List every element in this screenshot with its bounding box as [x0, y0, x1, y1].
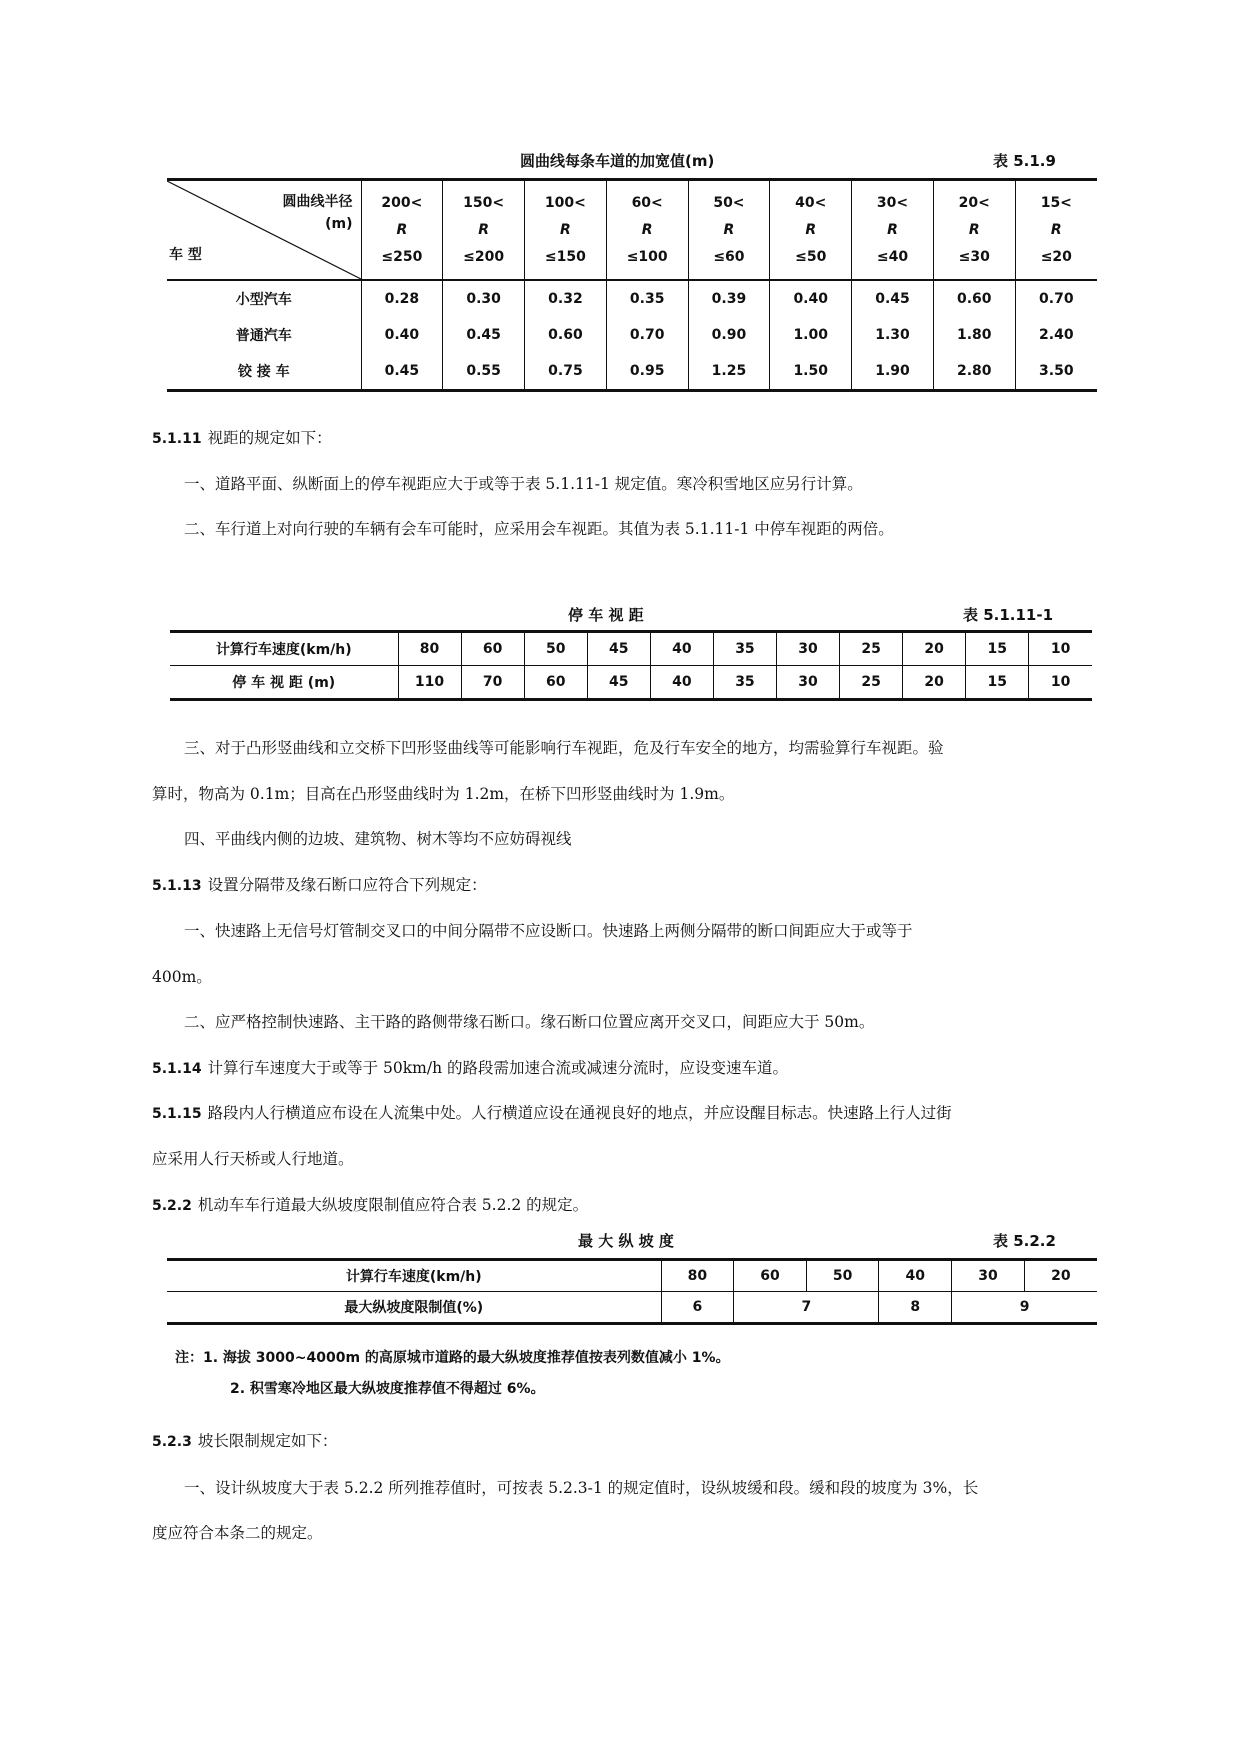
- cell: 45: [587, 632, 650, 666]
- cell: 50: [524, 632, 587, 666]
- paragraph: 四、平曲线内侧的边坡、建筑物、树木等均不应妨碍视线: [184, 830, 572, 848]
- row-label: 停 车 视 距 (m): [170, 666, 398, 700]
- cell: 1.50: [770, 353, 852, 391]
- paragraph: 一、快速路上无信号灯管制交叉口的中间分隔带不应设断口。快速路上两侧分隔带的断口间距应大于或等于: [184, 922, 913, 940]
- cell: 1.80: [933, 317, 1015, 353]
- cell: 20: [903, 666, 966, 700]
- cell: 6: [661, 1292, 734, 1324]
- vehicle-type-label: 车 型: [169, 247, 202, 263]
- cell: 1.90: [852, 353, 934, 391]
- cell: 30: [776, 666, 839, 700]
- cell: 0.40: [361, 317, 443, 353]
- cell: 9: [952, 1292, 1097, 1324]
- cell: 0.30: [443, 280, 525, 317]
- cell: 30: [776, 632, 839, 666]
- cell: 40: [650, 666, 713, 700]
- cell: 0.45: [852, 280, 934, 317]
- table-note-1: 注：1. 海拔 3000~4000m 的高原城市道路的最大纵坡度推荐值按表列数值减小 1%。: [175, 1350, 730, 1366]
- table1-corner-header: [167, 180, 361, 281]
- cell: 50: [806, 1260, 879, 1292]
- cell: 0.95: [606, 353, 688, 391]
- table1-title: 圆曲线每条车道的加宽值(m): [520, 152, 715, 170]
- cell: 2.80: [933, 353, 1015, 391]
- cell: 0.32: [525, 280, 607, 317]
- cell: 20: [903, 632, 966, 666]
- cell: 10: [1029, 666, 1092, 700]
- row-label: 计算行车速度(km/h): [170, 632, 398, 666]
- radius-col-header: 40< R ≤50: [770, 180, 852, 281]
- cell: 0.70: [606, 317, 688, 353]
- cell: 1.25: [688, 353, 770, 391]
- cell: 0.60: [525, 317, 607, 353]
- clause-5-2-2: 5.2.2 机动车车行道最大纵坡度限制值应符合表 5.2.2 的规定。: [152, 1196, 589, 1214]
- cell: 8: [879, 1292, 952, 1324]
- table-row: [170, 666, 1092, 700]
- radius-label: 圆曲线半径: [282, 194, 353, 210]
- table3-title: 最 大 纵 坡 度: [578, 1232, 674, 1250]
- cell: 2.40: [1015, 317, 1097, 353]
- cell: 80: [661, 1260, 734, 1292]
- cell: 60: [524, 666, 587, 700]
- paragraph: 二、车行道上对向行驶的车辆有会车可能时，应采用会车视距。其值为表 5.1.11-1 中停车视距的两倍。: [184, 520, 894, 538]
- paragraph: 应采用人行天桥或人行地道。: [152, 1150, 354, 1168]
- radius-col-header: 100< R ≤150: [525, 180, 607, 281]
- paragraph: 二、应严格控制快速路、主干路的路侧带缘石断口。缘石断口位置应离开交叉口，间距应大于 50m。: [184, 1013, 875, 1031]
- table-row: [167, 1260, 1097, 1292]
- cell: 0.90: [688, 317, 770, 353]
- cell: 0.28: [361, 280, 443, 317]
- clause-5-2-3: 5.2.3 坡长限制规定如下：: [152, 1432, 338, 1450]
- cell: 45: [587, 666, 650, 700]
- radius-col-header: 60< R ≤100: [606, 180, 688, 281]
- clause-5-1-13: 5.1.13 设置分隔带及缘石断口应符合下列规定：: [152, 876, 487, 894]
- cell: 10: [1029, 632, 1092, 666]
- cell: 35: [713, 632, 776, 666]
- cell: 25: [840, 632, 903, 666]
- cell: 110: [398, 666, 461, 700]
- radius-col-header: 15< R ≤20: [1015, 180, 1097, 281]
- widening-table: [167, 178, 1097, 392]
- cell: 0.55: [443, 353, 525, 391]
- cell: 25: [840, 666, 903, 700]
- radius-col-header: 30< R ≤40: [852, 180, 934, 281]
- table2-title: 停 车 视 距: [568, 606, 644, 624]
- cell: 40: [879, 1260, 952, 1292]
- clause-5-1-15: 5.1.15 路段内人行横道应布设在人流集中处。人行横道应设在通视良好的地点，并应设醒目标志。快速路上行人过街: [152, 1104, 952, 1122]
- max-grade-table: [167, 1258, 1097, 1325]
- paragraph: 度应符合本条二的规定。: [152, 1524, 323, 1542]
- table3-number: 表 5.2.2: [993, 1232, 1056, 1250]
- cell: 40: [650, 632, 713, 666]
- radius-col-header: 200< R ≤250: [361, 180, 443, 281]
- cell: 80: [398, 632, 461, 666]
- cell: 0.60: [933, 280, 1015, 317]
- row-label: 铰 接 车: [237, 364, 290, 380]
- cell: 7: [734, 1292, 879, 1324]
- cell: 0.39: [688, 280, 770, 317]
- cell: 70: [461, 666, 524, 700]
- cell: 0.35: [606, 280, 688, 317]
- stopping-sight-distance-table: [170, 630, 1092, 701]
- paragraph: 400m。: [152, 968, 212, 986]
- table-note-2: 2. 积雪寒冷地区最大纵坡度推荐值不得超过 6%。: [230, 1381, 545, 1397]
- cell: 15: [966, 666, 1029, 700]
- cell: 3.50: [1015, 353, 1097, 391]
- cell: 0.70: [1015, 280, 1097, 317]
- cell: 15: [966, 632, 1029, 666]
- table-row: [170, 632, 1092, 666]
- clause-5-1-14: 5.1.14 计算行车速度大于或等于 50km/h 的路段需加速合流或减速分流时，应设变速车道。: [152, 1059, 788, 1077]
- paragraph: 算时，物高为 0.1m；目高在凸形竖曲线时为 1.2m，在桥下凹形竖曲线时为 1.9m。: [152, 785, 735, 803]
- table-row: [167, 280, 1097, 317]
- radius-col-header: 150< R ≤200: [443, 180, 525, 281]
- paragraph: 三、对于凸形竖曲线和立交桥下凹形竖曲线等可能影响行车视距，危及行车安全的地方，均需验算行车视距。验: [184, 739, 944, 757]
- cell: 0.40: [770, 280, 852, 317]
- cell: 0.45: [443, 317, 525, 353]
- table1-number: 表 5.1.9: [993, 152, 1056, 170]
- radius-unit: (m): [325, 216, 353, 232]
- paragraph: 一、设计纵坡度大于表 5.2.2 所列推荐值时，可按表 5.2.3-1 的规定值时，设纵坡缓和段。缓和段的坡度为 3%，长: [184, 1479, 979, 1497]
- table-row: [167, 1292, 1097, 1324]
- table-row: [167, 317, 1097, 353]
- cell: 35: [713, 666, 776, 700]
- paragraph: 一、道路平面、纵断面上的停车视距应大于或等于表 5.1.11-1 规定值。寒冷积雪地区应另行计算。: [184, 475, 863, 493]
- cell: 1.00: [770, 317, 852, 353]
- table-row: [167, 353, 1097, 391]
- cell: 1.30: [852, 317, 934, 353]
- row-label: 小型汽车: [235, 292, 292, 308]
- row-label: 最大纵坡度限制值(%): [167, 1292, 661, 1324]
- clause-5-1-11: 5.1.11 视距的规定如下：: [152, 429, 332, 447]
- row-label: 计算行车速度(km/h): [167, 1260, 661, 1292]
- cell: 0.45: [361, 353, 443, 391]
- radius-col-header: 50< R ≤60: [688, 180, 770, 281]
- cell: 60: [461, 632, 524, 666]
- cell: 60: [734, 1260, 807, 1292]
- cell: 20: [1024, 1260, 1097, 1292]
- row-label: 普通汽车: [235, 328, 292, 344]
- table2-number: 表 5.1.11-1: [963, 606, 1054, 624]
- cell: 0.75: [525, 353, 607, 391]
- radius-col-header: 20< R ≤30: [933, 180, 1015, 281]
- cell: 30: [952, 1260, 1025, 1292]
